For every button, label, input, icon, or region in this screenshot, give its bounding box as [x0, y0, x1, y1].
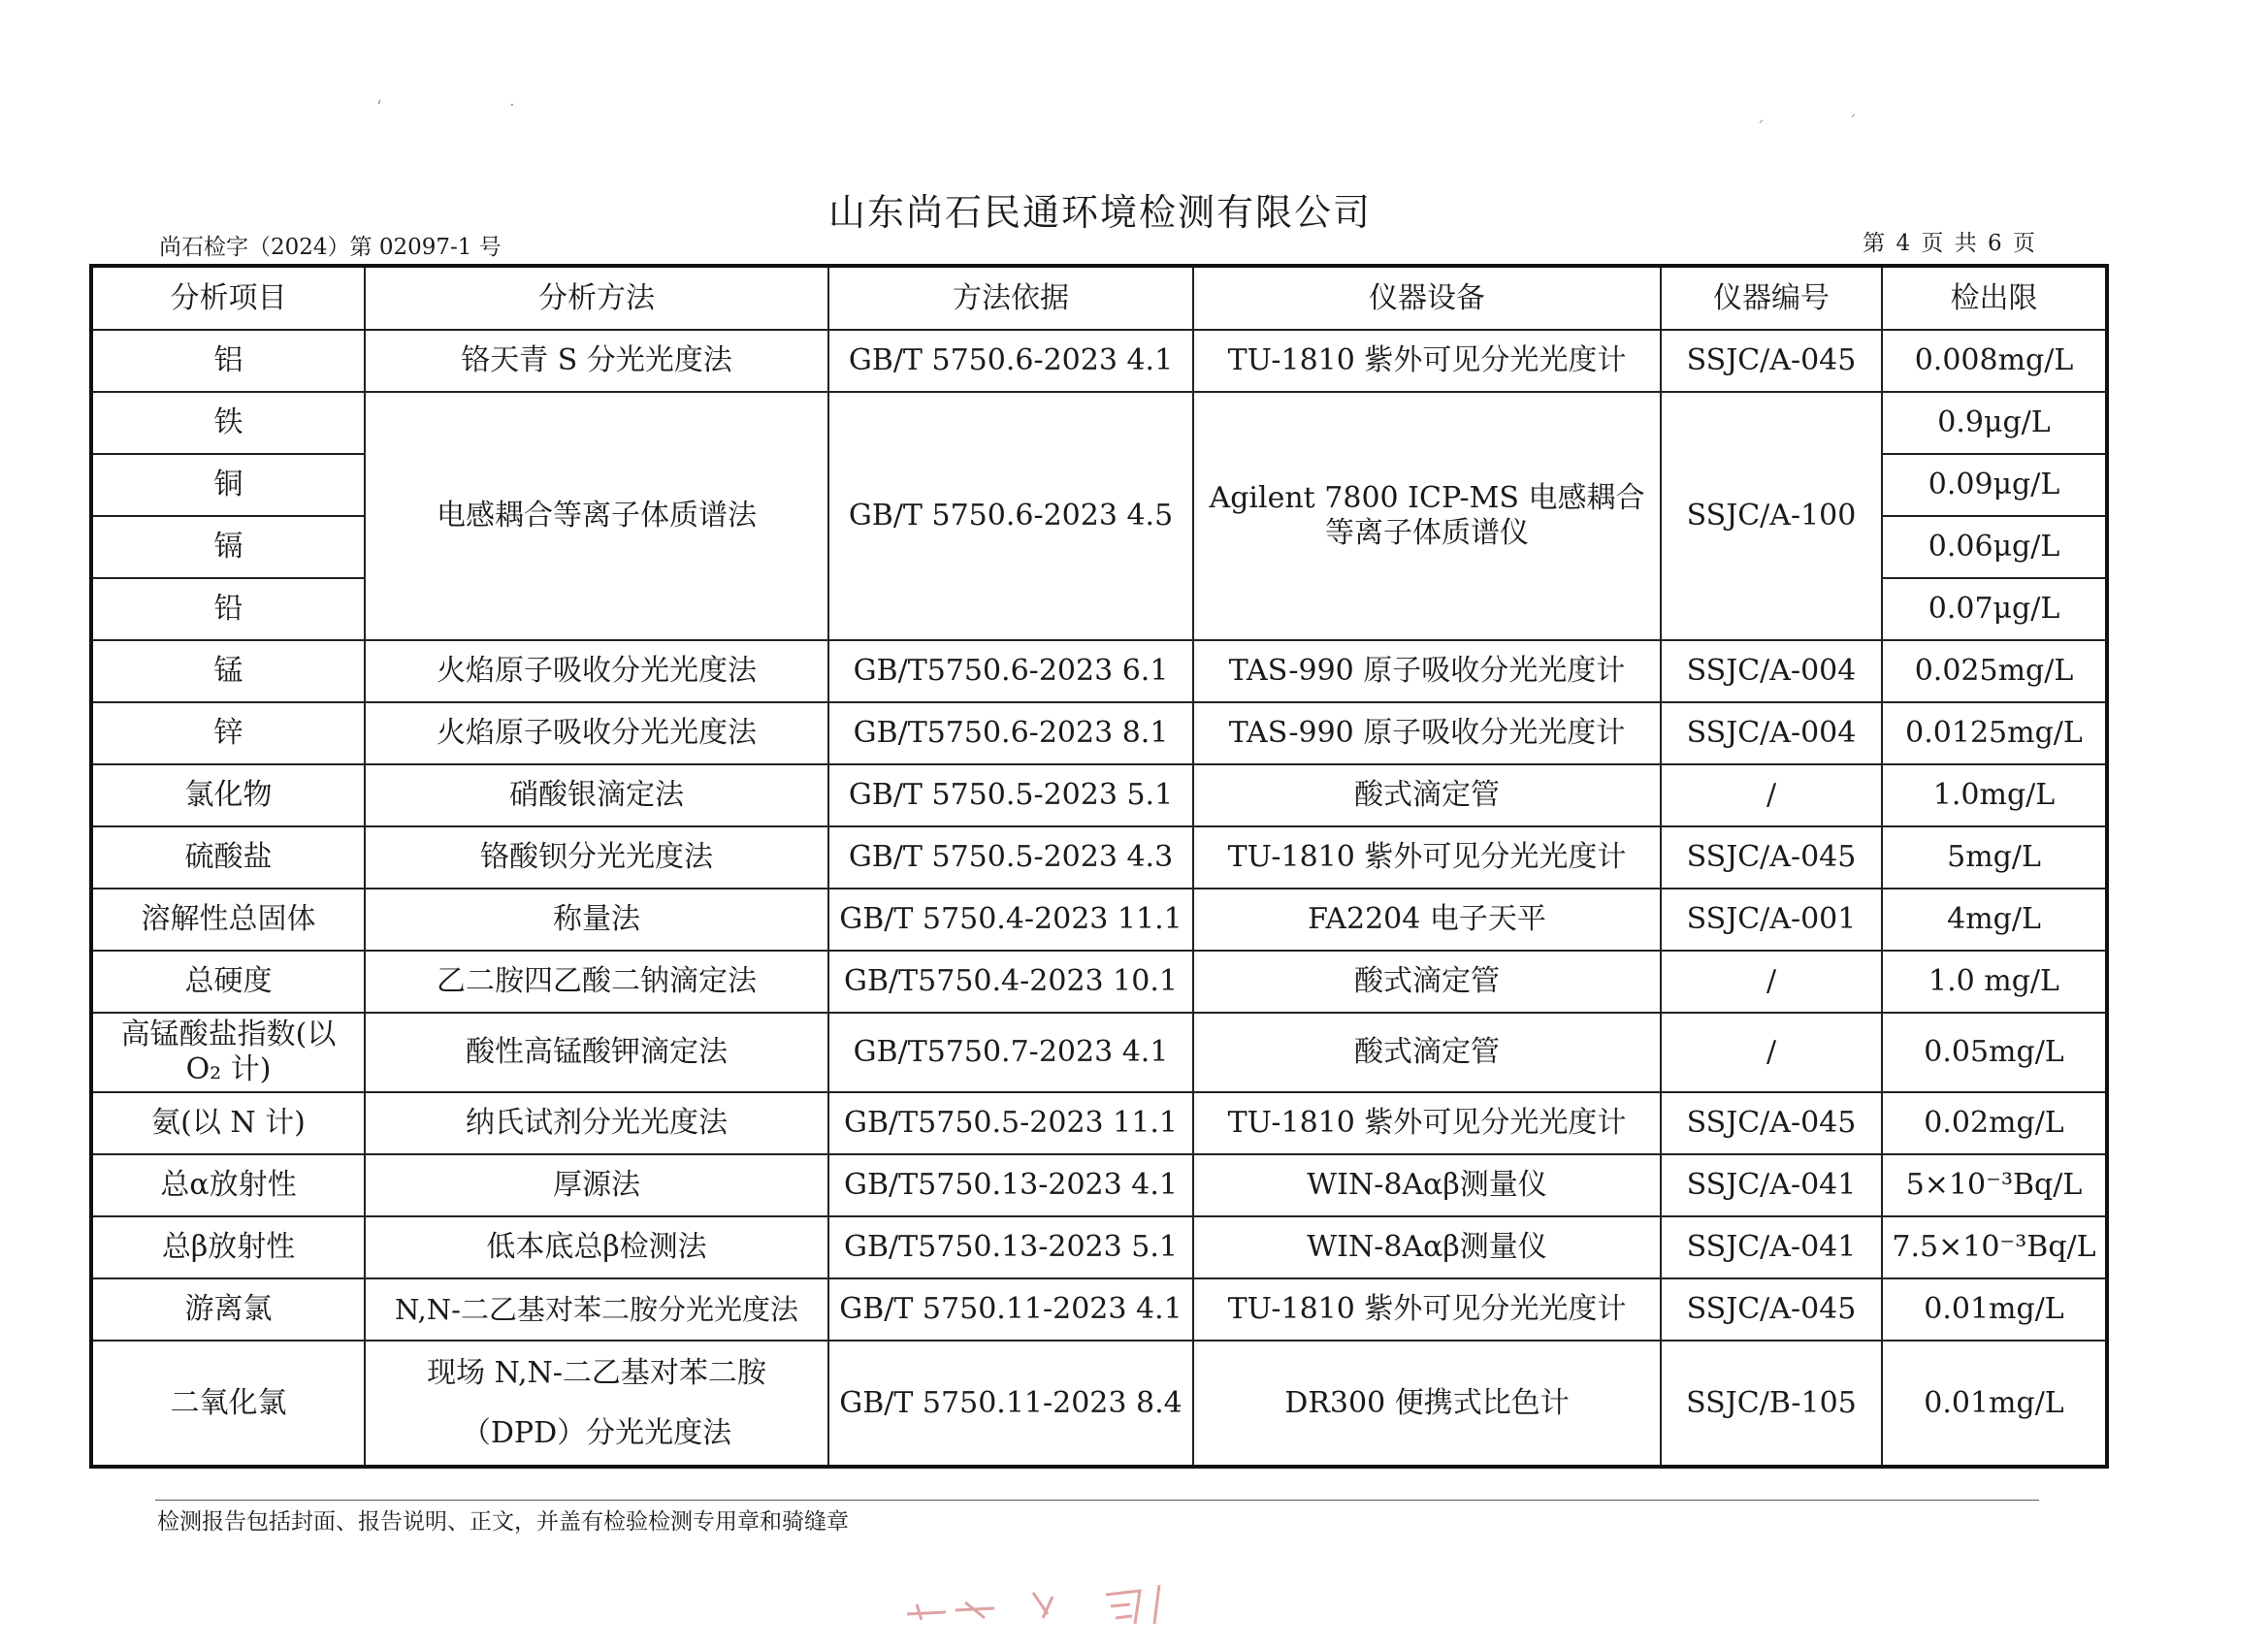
table-row: [91, 1154, 2107, 1216]
cell-method: 火焰原子吸收分光光度法: [365, 640, 828, 702]
cell-limit: 4mg/L: [1882, 889, 2107, 951]
cell-method: 硝酸银滴定法: [365, 764, 828, 826]
cell-method: 电感耦合等离子体质谱法: [365, 392, 828, 640]
cell-instrument: TU-1810 紫外可见分光光度计: [1193, 1092, 1661, 1154]
cell-item: 总β放射性: [91, 1216, 365, 1278]
table-row: [91, 392, 2107, 454]
header-method: 分析方法: [365, 266, 828, 330]
cell-basis: GB/T5750.6-2023 8.1: [828, 702, 1193, 764]
cell-limit: 1.0mg/L: [1882, 764, 2107, 826]
report-number: 尚石检字（2024）第 02097-1 号: [159, 235, 502, 260]
cell-method: 酸性高锰酸钾滴定法: [365, 1013, 828, 1092]
cell-instrument: TU-1810 紫外可见分光光度计: [1193, 826, 1661, 889]
cell-limit: 0.06μg/L: [1882, 516, 2107, 578]
cell-limit: 7.5×10⁻³Bq/L: [1882, 1216, 2107, 1278]
cell-instrument: TAS-990 原子吸收分光光度计: [1193, 702, 1661, 764]
cell-item: 锰: [91, 640, 365, 702]
header-item: 分析项目: [91, 266, 365, 330]
instrument-line: Agilent 7800 ICP-MS 电感耦合: [1209, 481, 1645, 515]
cell-code: SSJC/A-045: [1661, 826, 1882, 889]
cell-code: /: [1661, 951, 1882, 1013]
cell-code: SSJC/A-045: [1661, 1278, 1882, 1341]
cell-basis: GB/T5750.13-2023 5.1: [828, 1216, 1193, 1278]
cell-basis: GB/T 5750.11-2023 8.4: [828, 1341, 1193, 1467]
scan-speck: ˊ: [1848, 113, 1857, 133]
cell-item: 铅: [91, 578, 365, 640]
item-line: 高锰酸盐指数(以: [120, 1018, 337, 1051]
cell-item: 二氧化氯: [91, 1341, 365, 1467]
cell-method: 称量法: [365, 889, 828, 951]
cell-limit: 5mg/L: [1882, 826, 2107, 889]
cell-item: 锌: [91, 702, 365, 764]
table-row: [91, 764, 2107, 826]
cell-basis: GB/T 5750.6-2023 4.5: [828, 392, 1193, 640]
cell-item: 铁: [91, 392, 365, 454]
cell-limit: 0.05mg/L: [1882, 1013, 2107, 1092]
table-row: [91, 889, 2107, 951]
method-line: 现场 N,N-二乙基对苯二胺: [427, 1355, 766, 1390]
table-row: [91, 826, 2107, 889]
analysis-methods-table: [89, 264, 2109, 1469]
cell-method: 铬天青 S 分光光度法: [365, 330, 828, 392]
cell-code: /: [1661, 1013, 1882, 1092]
cell-basis: GB/T 5750.5-2023 5.1: [828, 764, 1193, 826]
table-row: [91, 330, 2107, 392]
table-row: [91, 951, 2107, 1013]
cell-code: SSJC/A-100: [1661, 392, 1882, 640]
table-row: [91, 1013, 2107, 1092]
cell-basis: GB/T 5750.6-2023 4.1: [828, 330, 1193, 392]
cell-code: SSJC/A-041: [1661, 1216, 1882, 1278]
cell-limit: 0.09μg/L: [1882, 454, 2107, 516]
cell-item: 溶解性总固体: [91, 889, 365, 951]
instrument-line: 等离子体质谱仪: [1325, 516, 1529, 550]
page-info: 第 4 页 共 6 页: [1863, 231, 2037, 256]
cell-limit: 0.0125mg/L: [1882, 702, 2107, 764]
cell-limit: 0.07μg/L: [1882, 578, 2107, 640]
cell-code: SSJC/A-045: [1661, 1092, 1882, 1154]
cell-limit: 0.9μg/L: [1882, 392, 2107, 454]
cell-instrument: 酸式滴定管: [1193, 764, 1661, 826]
cell-method: 低本底总β检测法: [365, 1216, 828, 1278]
cell-instrument: 酸式滴定管: [1193, 1013, 1661, 1092]
table-row: [91, 1278, 2107, 1341]
cell-method: N,N-二乙基对苯二胺分光光度法: [365, 1278, 828, 1341]
footer-note: 检测报告包括封面、报告说明、正文，并盖有检验检测专用章和骑缝章: [157, 1509, 849, 1535]
table-row: [91, 1216, 2107, 1278]
cell-limit: 5×10⁻³Bq/L: [1882, 1154, 2107, 1216]
header-instrument: 仪器设备: [1193, 266, 1661, 330]
cell-basis: GB/T5750.5-2023 11.1: [828, 1092, 1193, 1154]
header-detection-limit: 检出限: [1882, 266, 2107, 330]
cell-basis: GB/T 5750.5-2023 4.3: [828, 826, 1193, 889]
cell-method: 厚源法: [365, 1154, 828, 1216]
footer-divider: [155, 1500, 2039, 1501]
cell-method: [365, 1341, 828, 1467]
cell-basis: GB/T 5750.4-2023 11.1: [828, 889, 1193, 951]
cell-limit: 0.008mg/L: [1882, 330, 2107, 392]
cell-method: 火焰原子吸收分光光度法: [365, 702, 828, 764]
company-name: 山东尚石民通环境检测有限公司: [827, 191, 1372, 234]
header-basis: 方法依据: [828, 266, 1193, 330]
cell-item: 总硬度: [91, 951, 365, 1013]
table-header-row: [91, 266, 2107, 330]
cell-instrument: WIN-8Aαβ测量仪: [1193, 1154, 1661, 1216]
cell-item: 硫酸盐: [91, 826, 365, 889]
cell-basis: GB/T 5750.11-2023 4.1: [828, 1278, 1193, 1341]
cell-item: 铝: [91, 330, 365, 392]
header-instrument-code: 仪器编号: [1661, 266, 1882, 330]
table-row: [91, 1092, 2107, 1154]
table-row: [91, 702, 2107, 764]
item-line: O₂ 计): [185, 1052, 272, 1086]
method-line: （DPD）分光光度法: [461, 1415, 732, 1450]
scan-speck: ·: [509, 95, 515, 115]
cell-code: /: [1661, 764, 1882, 826]
cell-instrument: [1193, 392, 1661, 640]
cell-code: SSJC/A-004: [1661, 702, 1882, 764]
cell-instrument: FA2204 电子天平: [1193, 889, 1661, 951]
cell-code: SSJC/B-105: [1661, 1341, 1882, 1467]
table-row: [91, 1341, 2107, 1467]
cell-code: SSJC/A-004: [1661, 640, 1882, 702]
cell-item: 镉: [91, 516, 365, 578]
cell-limit: 0.02mg/L: [1882, 1092, 2107, 1154]
cell-item: [91, 1013, 365, 1092]
cell-item: 游离氯: [91, 1278, 365, 1341]
cell-item: 氨(以 N 计): [91, 1092, 365, 1154]
cell-limit: 0.01mg/L: [1882, 1341, 2107, 1467]
cell-basis: GB/T5750.7-2023 4.1: [828, 1013, 1193, 1092]
cell-limit: 0.01mg/L: [1882, 1278, 2107, 1341]
cell-basis: GB/T5750.13-2023 4.1: [828, 1154, 1193, 1216]
scan-speck: ‘: [376, 97, 382, 117]
cell-item: 总α放射性: [91, 1154, 365, 1216]
cell-code: SSJC/A-045: [1661, 330, 1882, 392]
cell-instrument: TU-1810 紫外可见分光光度计: [1193, 1278, 1661, 1341]
cell-method: 纳氏试剂分光光度法: [365, 1092, 828, 1154]
cell-instrument: TAS-990 原子吸收分光光度计: [1193, 640, 1661, 702]
cell-code: SSJC/A-041: [1661, 1154, 1882, 1216]
cell-instrument: 酸式滴定管: [1193, 951, 1661, 1013]
cell-code: SSJC/A-001: [1661, 889, 1882, 951]
seal-fragment: [888, 1575, 1179, 1633]
cell-basis: GB/T5750.4-2023 10.1: [828, 951, 1193, 1013]
cell-method: 铬酸钡分光光度法: [365, 826, 828, 889]
cell-limit: 0.025mg/L: [1882, 640, 2107, 702]
cell-instrument: TU-1810 紫外可见分光光度计: [1193, 330, 1661, 392]
table-row: [91, 640, 2107, 702]
cell-item: 氯化物: [91, 764, 365, 826]
scan-speck: ˊ: [1756, 118, 1765, 139]
cell-basis: GB/T5750.6-2023 6.1: [828, 640, 1193, 702]
cell-limit: 1.0 mg/L: [1882, 951, 2107, 1013]
cell-instrument: WIN-8Aαβ测量仪: [1193, 1216, 1661, 1278]
cell-method: 乙二胺四乙酸二钠滴定法: [365, 951, 828, 1013]
cell-instrument: DR300 便携式比色计: [1193, 1341, 1661, 1467]
cell-item: 铜: [91, 454, 365, 516]
